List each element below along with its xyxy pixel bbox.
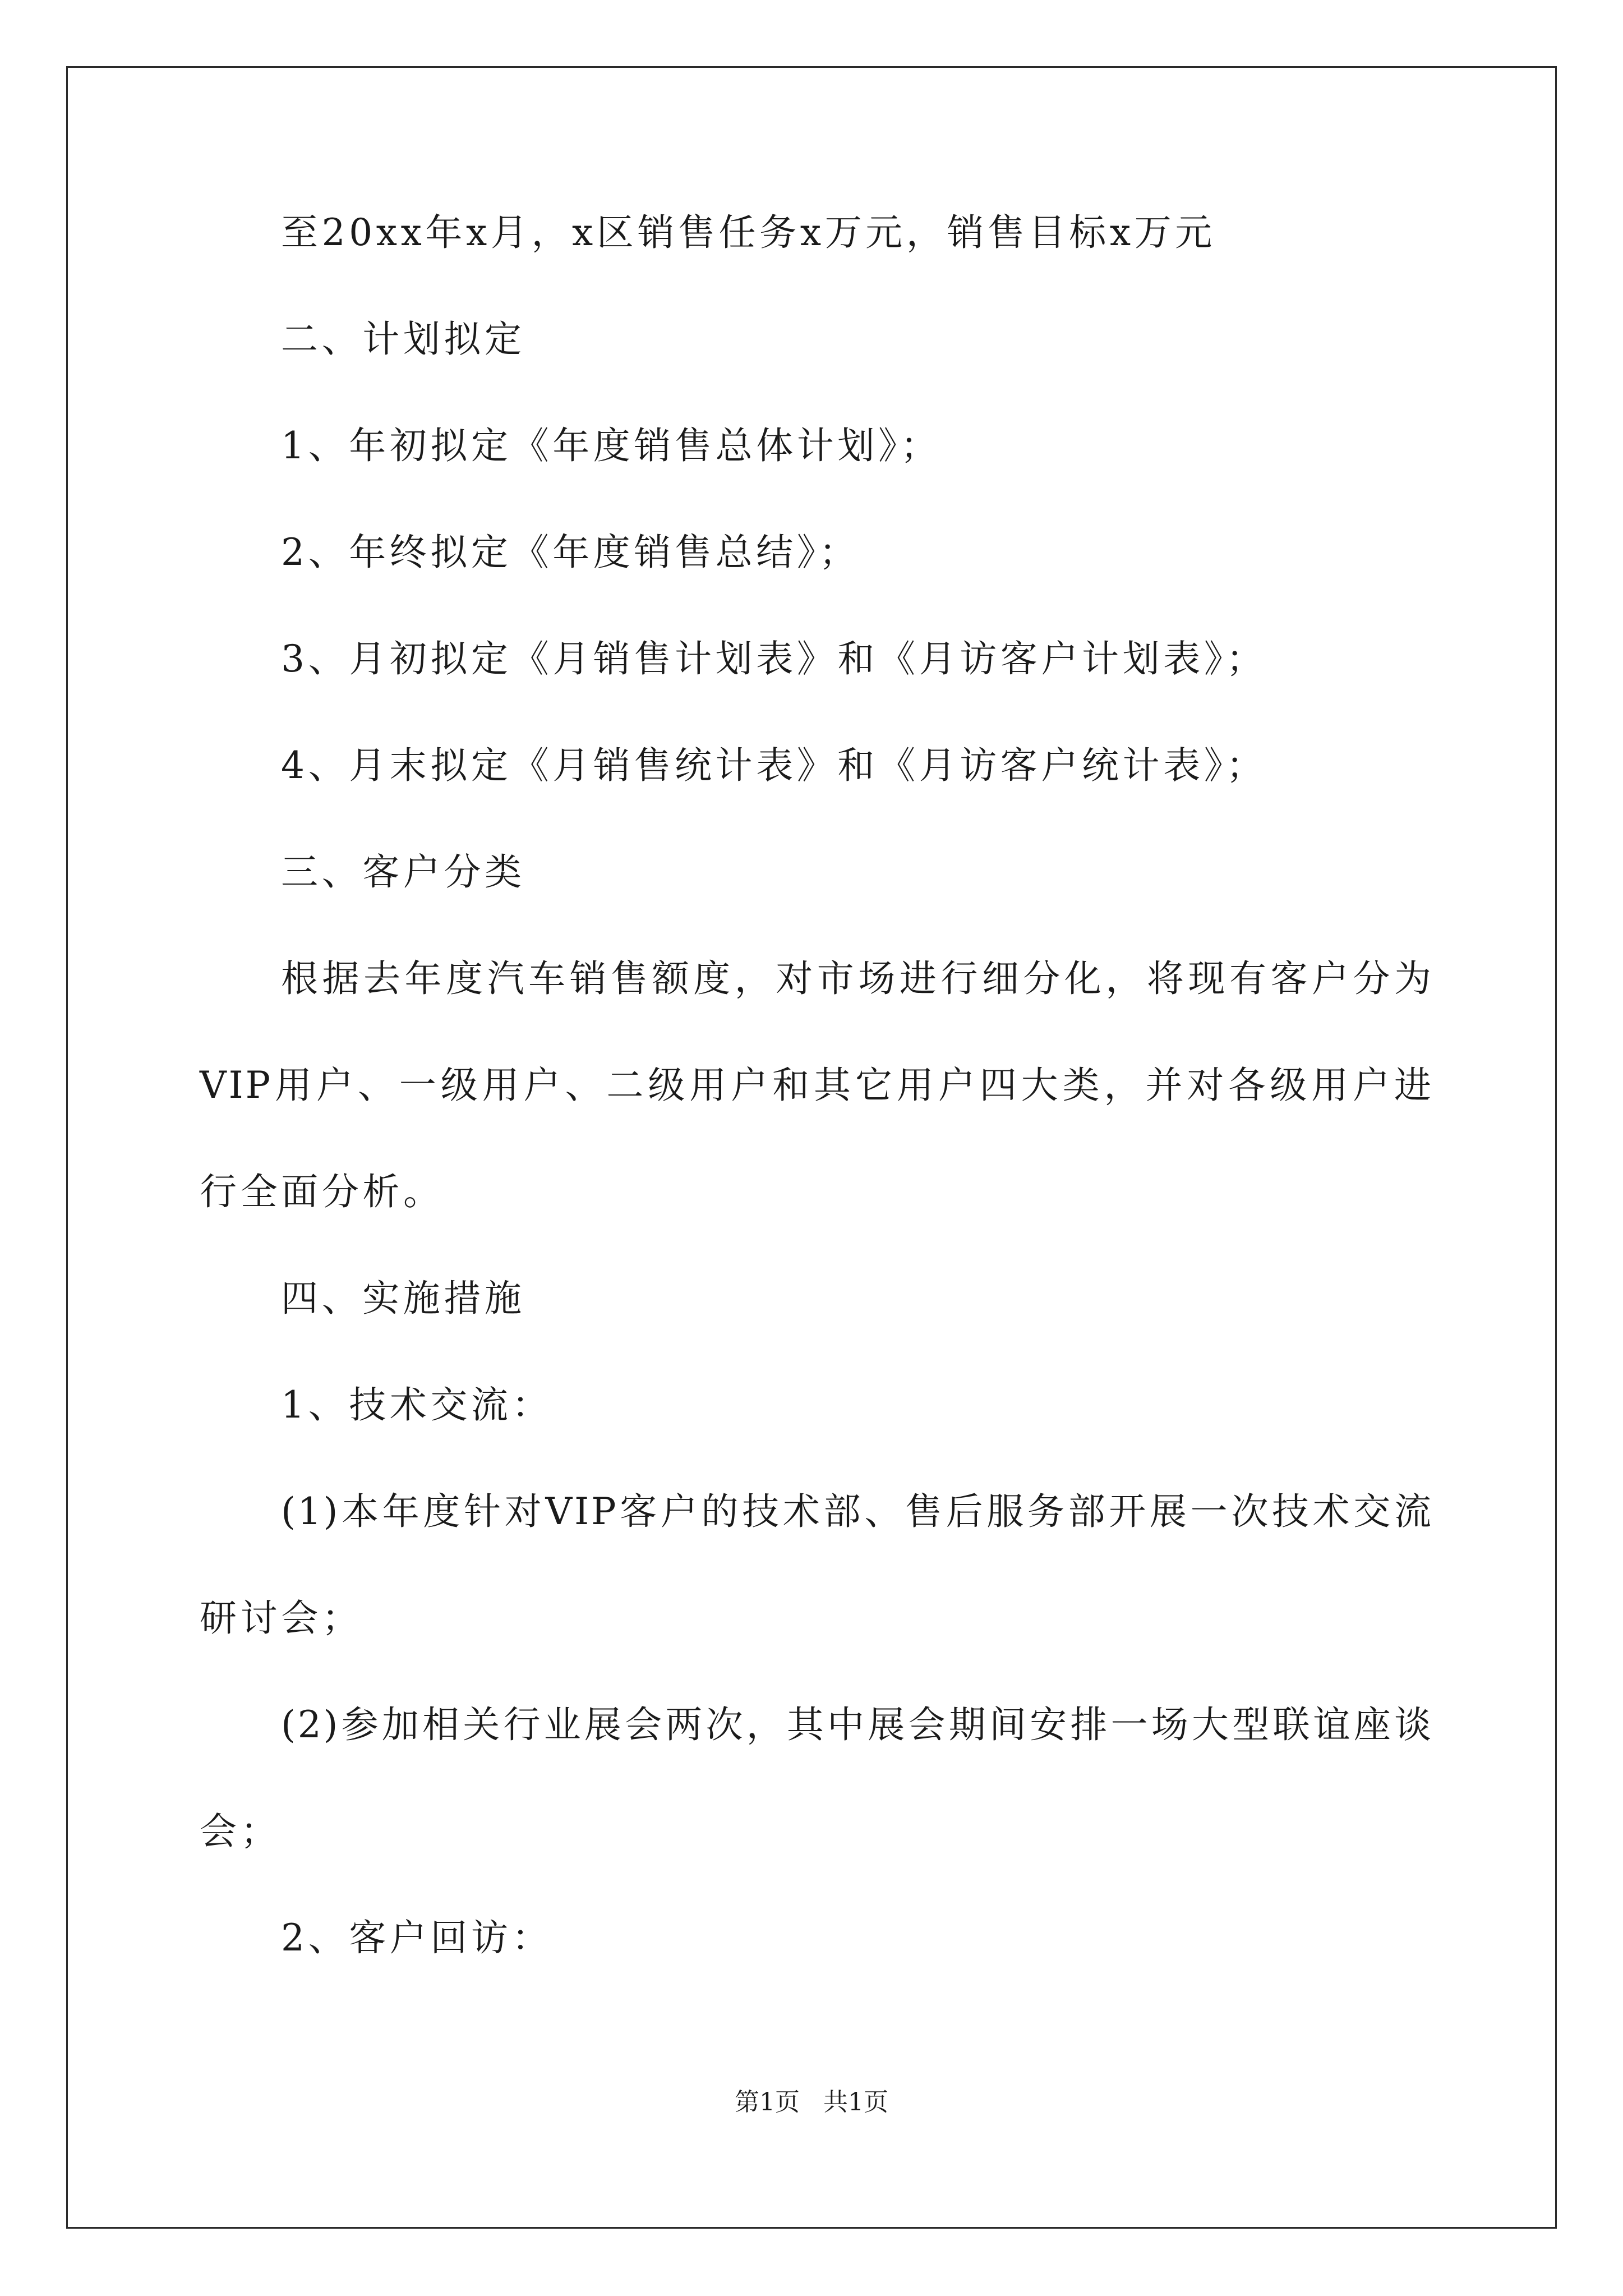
paragraph-classification-line-1: 根据去年度汽车销售额度，对市场进行细分化，将现有客户分为 [281,957,1433,1000]
paragraph-exchange-item-2-line-1: (2)参加相关行业展会两次，其中展会期间安排一场大型联谊座谈 [281,1703,1433,1746]
paragraph-exchange-item-2-line-2: 会； [200,1810,282,1853]
list-item-annual-plan: 1、年初拟定《年度销售总体计划》； [281,424,942,467]
paragraph-sales-target: 至20xx年x月，x区销售任务x万元，销售目标x万元 [281,211,1216,254]
paragraph-exchange-item-1-line-2: 研讨会； [200,1596,363,1640]
heading-implementation-measures: 四、实施措施 [281,1277,525,1320]
page-number-current: 第1页 [735,2088,800,2116]
list-item-monthly-statistics: 4、月末拟定《月销售统计表》和《月访客户统计表》； [281,744,1267,787]
paragraph-classification-line-3: 行全面分析。 [200,1170,444,1213]
heading-customer-classification: 三、客户分类 [281,850,525,894]
heading-plan-formulation: 二、计划拟定 [281,318,525,361]
subheading-customer-revisit: 2、客户回访： [281,1916,553,1959]
paragraph-classification-line-2: VIP用户、一级用户、二级用户和其它用户四大类，并对各级用户进 [200,1064,1433,1107]
paragraph-exchange-item-1-line-1: (1)本年度针对VIP客户的技术部、售后服务部开展一次技术交流 [281,1490,1433,1533]
page-border [66,66,1557,2229]
list-item-annual-summary: 2、年终拟定《年度销售总结》； [281,531,860,574]
page-number-total: 共1页 [823,2088,888,2116]
subheading-technical-exchange: 1、技术交流： [281,1383,553,1427]
page-footer [0,2086,1623,2119]
list-item-monthly-plan: 3、月初拟定《月销售计划表》和《月访客户计划表》； [281,637,1267,680]
